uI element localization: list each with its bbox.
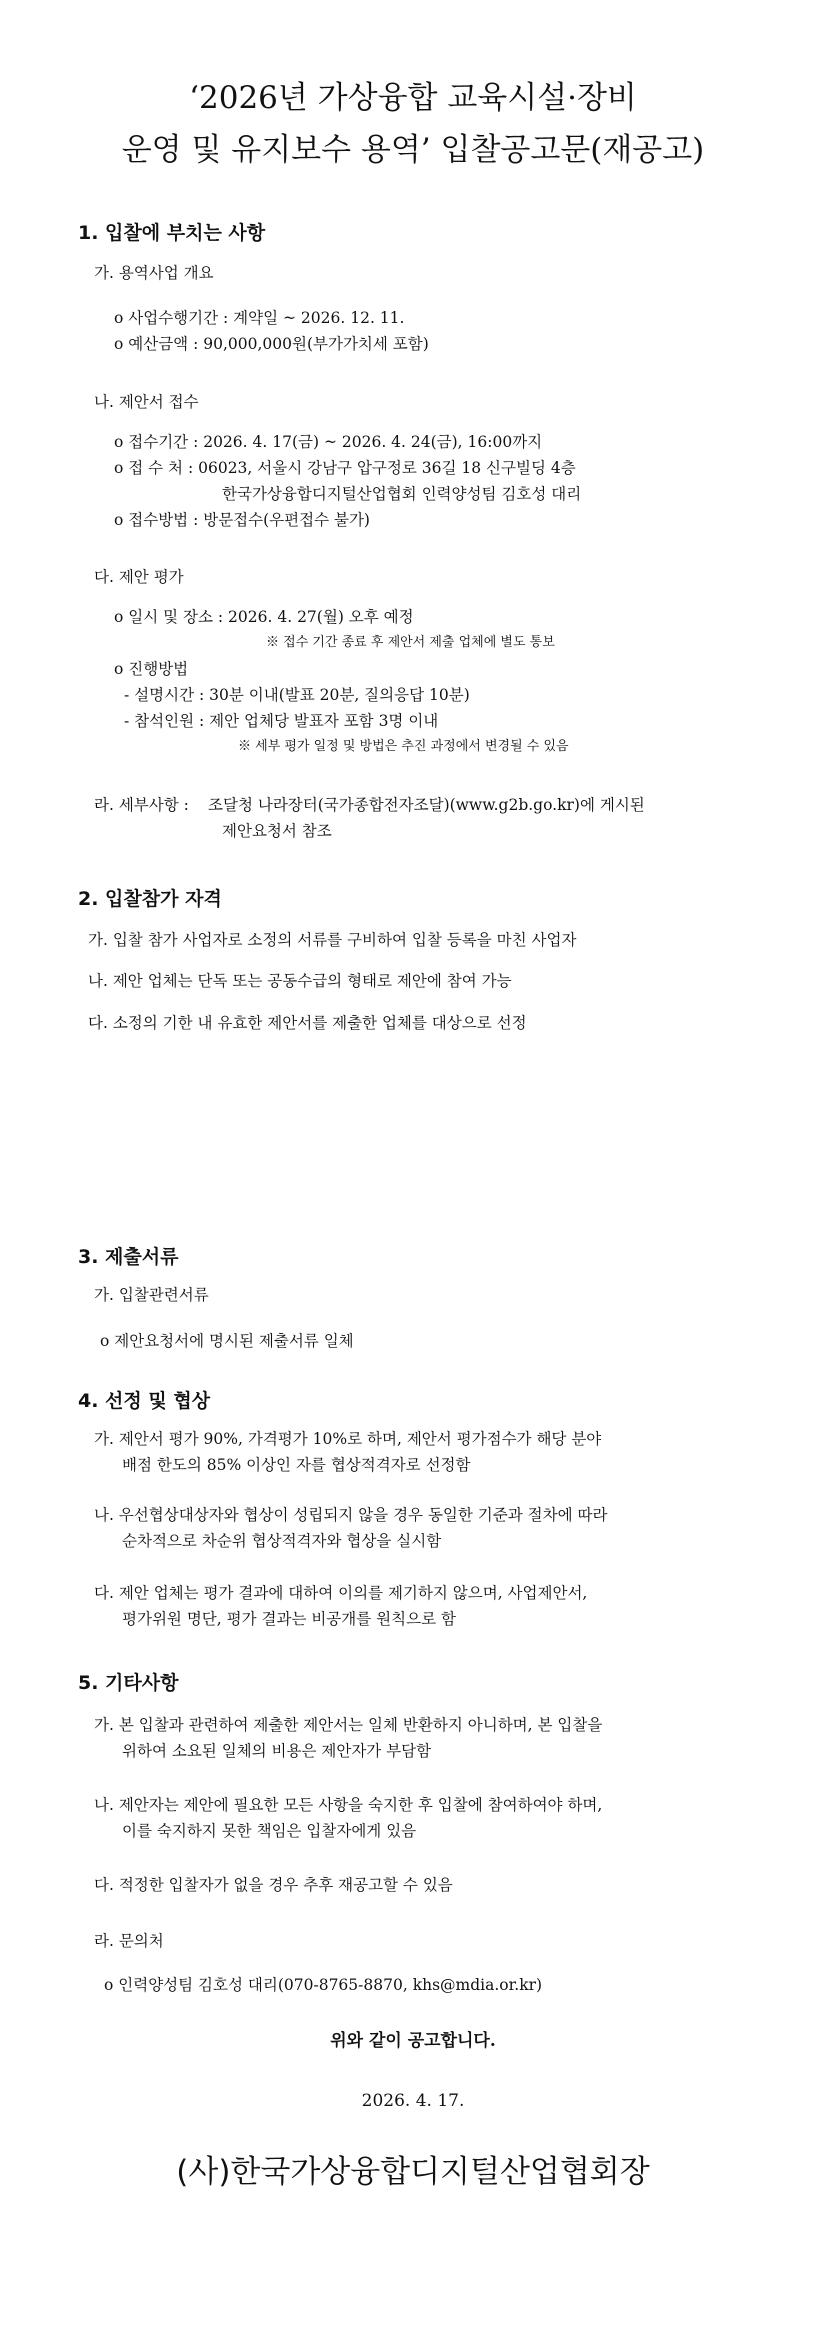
s5-na-line-2: 이를 숙지하지 못한 책임은 입찰자에게 있음 bbox=[122, 1822, 417, 1840]
s1-da-note-1: ※ 접수 기간 종료 후 제안서 제출 업체에 별도 통보 bbox=[266, 635, 555, 650]
title-line-1: ‘2026년 가상융합 교육시설·장비 bbox=[189, 80, 637, 116]
s1-ga-label: 가. 용역사업 개요 bbox=[94, 264, 214, 282]
section-2-heading: 2. 입찰참가 자격 bbox=[78, 888, 222, 910]
s5-ra: 라. 문의처 bbox=[94, 1932, 164, 1950]
s1-da-sub-2: - 참석인원 : 제안 업체당 발표자 포함 3명 이내 bbox=[124, 712, 439, 730]
s1-ga-item-2: o 예산금액 : 90,000,000원(부가가치세 포함) bbox=[114, 335, 429, 353]
contact-line: o 인력양성팀 김호성 대리(070-8765-8870, khs@mdia.or.kr) bbox=[104, 1976, 543, 1994]
s1-na-label: 나. 제안서 접수 bbox=[94, 393, 199, 411]
s5-da: 다. 적정한 입찰자가 없을 경우 추후 재공고할 수 있음 bbox=[94, 1876, 453, 1894]
issuer-signature: (사)한국가상융합디지털산업협회장 bbox=[176, 2154, 650, 2190]
s2-ga: 가. 입찰 참가 사업자로 소정의 서류를 구비하여 입찰 등록을 마친 사업자 bbox=[88, 931, 577, 949]
s3-ga: 가. 입찰관련서류 bbox=[94, 1286, 209, 1304]
s5-ga-line-1: 가. 본 입찰과 관련하여 제출한 제안서는 일체 반환하지 아니하며, 본 입찰을 bbox=[94, 1716, 603, 1734]
section-5-heading: 5. 기타사항 bbox=[78, 1672, 179, 1694]
s1-da-item-2: o 진행방법 bbox=[114, 660, 189, 678]
title-line-2: 운영 및 유지보수 용역’ 입찰공고문(재공고) bbox=[121, 132, 705, 168]
s5-na-line-1: 나. 제안자는 제안에 필요한 모든 사항을 숙지한 후 입찰에 참여하여야 하며, bbox=[94, 1796, 603, 1814]
s4-ga-line-1: 가. 제안서 평가 90%, 가격평가 10%로 하며, 제안서 평가점수가 해당 분야 bbox=[94, 1430, 602, 1448]
s1-da-label: 다. 제안 평가 bbox=[94, 568, 184, 586]
s4-da-line-1: 다. 제안 업체는 평가 결과에 대하여 이의를 제기하지 않으며, 사업제안서, bbox=[94, 1584, 588, 1602]
s4-ga-line-2: 배점 한도의 85% 이상인 자를 협상적격자로 선정함 bbox=[122, 1456, 471, 1474]
s1-ra-label: 라. 세부사항 : bbox=[94, 796, 189, 814]
s5-ga-line-2: 위하여 소요된 일체의 비용은 제안자가 부담함 bbox=[122, 1742, 432, 1760]
s1-ga-item-1: o 사업수행기간 : 계약일 ~ 2026. 12. 11. bbox=[114, 309, 405, 327]
s2-na: 나. 제안 업체는 단독 또는 공동수급의 형태로 제안에 참여 가능 bbox=[88, 972, 512, 990]
s1-ra-text-2: 제안요청서 참조 bbox=[222, 822, 332, 840]
s4-na-line-1: 나. 우선협상대상자와 협상이 성립되지 않을 경우 동일한 기준과 절차에 따라 bbox=[94, 1506, 608, 1524]
section-3-heading: 3. 제출서류 bbox=[78, 1246, 179, 1268]
s4-na-line-2: 순차적으로 차순위 협상적격자와 협상을 실시함 bbox=[122, 1532, 442, 1550]
s4-da-line-2: 평가위원 명단, 평가 결과는 비공개를 원칙으로 함 bbox=[122, 1610, 456, 1628]
s1-da-sub-1: - 설명시간 : 30분 이내(발표 20분, 질의응답 10분) bbox=[124, 686, 470, 704]
announcement-date: 2026. 4. 17. bbox=[361, 2091, 465, 2111]
closing-statement: 위와 같이 공고합니다. bbox=[330, 2031, 496, 2051]
s1-ra-text-1: 조달청 나라장터(국가종합전자조달)(www.g2b.go.kr)에 게시된 bbox=[208, 796, 645, 814]
s3-item-1: o 제안요청서에 명시된 제출서류 일체 bbox=[100, 1332, 354, 1350]
s1-da-item-1: o 일시 및 장소 : 2026. 4. 27(월) 오후 예정 bbox=[114, 608, 414, 626]
section-4-heading: 4. 선정 및 협상 bbox=[78, 1390, 211, 1412]
s1-na-item-2: o 접 수 처 : 06023, 서울시 강남구 압구정로 36길 18 신구빌딩 4층 bbox=[114, 459, 576, 477]
s1-na-item-1: o 접수기간 : 2026. 4. 17(금) ~ 2026. 4. 24(금), 16:00까지 bbox=[114, 433, 543, 451]
s2-da: 다. 소정의 기한 내 유효한 제안서를 제출한 업체를 대상으로 선정 bbox=[88, 1014, 527, 1032]
s1-na-item-3: o 접수방법 : 방문접수(우편접수 불가) bbox=[114, 511, 370, 529]
s1-na-item-2b: 한국가상융합디지털산업협회 인력양성팀 김호성 대리 bbox=[222, 485, 582, 503]
section-1-heading: 1. 입찰에 부치는 사항 bbox=[78, 222, 266, 244]
s1-da-note-2: ※ 세부 평가 일정 및 방법은 추진 과정에서 변경될 수 있음 bbox=[238, 739, 569, 754]
